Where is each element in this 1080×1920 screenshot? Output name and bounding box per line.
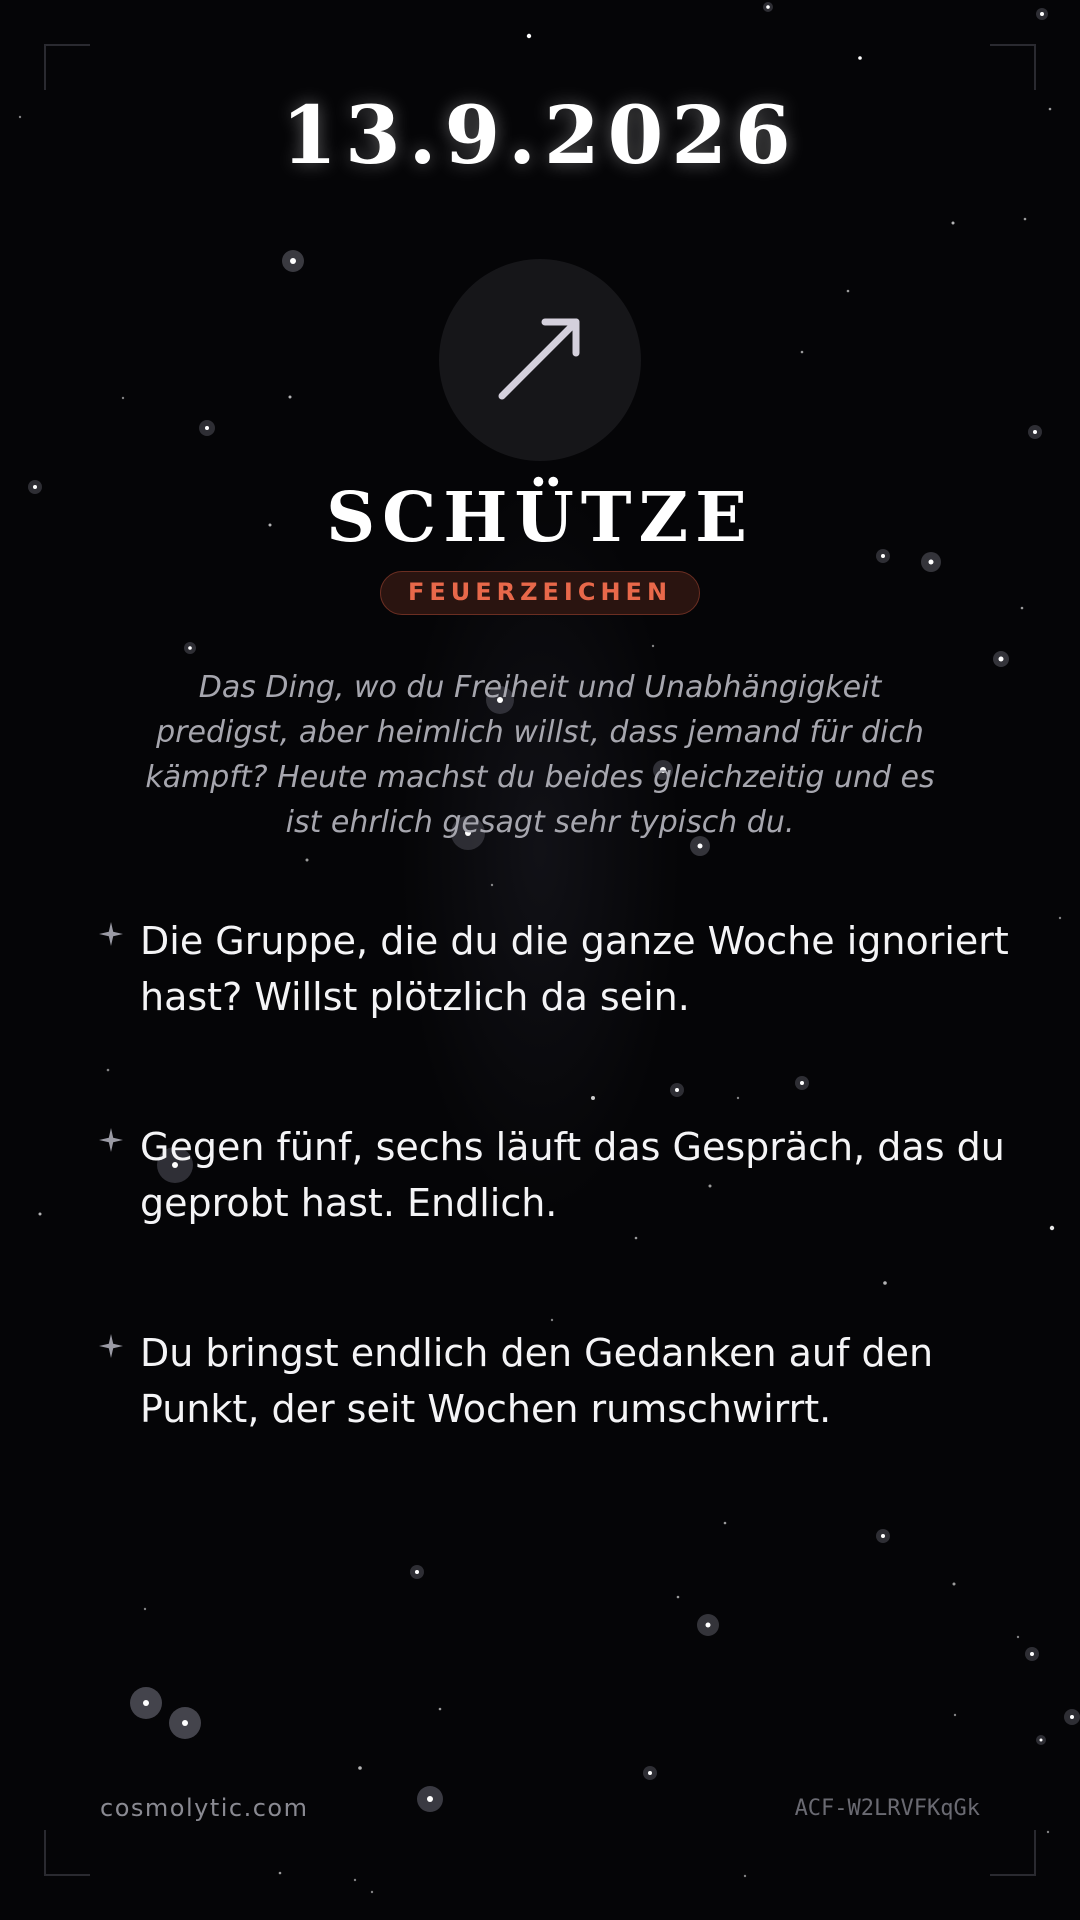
frame-corner-top-left [44,44,90,90]
sparkle-icon [98,1333,124,1359]
sparkle-icon [98,1127,124,1153]
prediction-text: Du bringst endlich den Gedanken auf den Punkt, der seit Wochen rumschwirrt. [140,1331,934,1431]
element-badge: FEUERZEICHEN [380,571,700,615]
prediction-text: Gegen fünf, sechs läuft das Gespräch, das du geprobt hast. Endlich. [140,1125,1005,1225]
zodiac-symbol-badge [439,259,641,461]
intro-text: Das Ding, wo du Freiheit und Unabhängigkeit predigst, aber heimlich willst, dass jemand für dich kämpft? Heute machst du beides gleichzeitig und es ist ehrlich gesagt sehr typisch du. [145,670,935,840]
horoscope-date: 13.9.2026 [281,88,799,182]
frame-corner-top-right [990,44,1036,90]
frame-corner-bottom-right [990,1830,1036,1876]
footer-site-link[interactable]: cosmolytic.com [100,1794,309,1822]
footer-reference-code: ACF-W2LRVFKqGk [794,1796,980,1821]
sparkle-icon [98,921,124,947]
prediction-text: Die Gruppe, die du die ganze Woche ignoriert hast? Willst plötzlich da sein. [140,919,1009,1019]
sagittarius-arrow-icon [439,259,641,461]
zodiac-sign-name: SCHÜTZE [326,478,754,558]
frame-corner-bottom-left [44,1830,90,1876]
